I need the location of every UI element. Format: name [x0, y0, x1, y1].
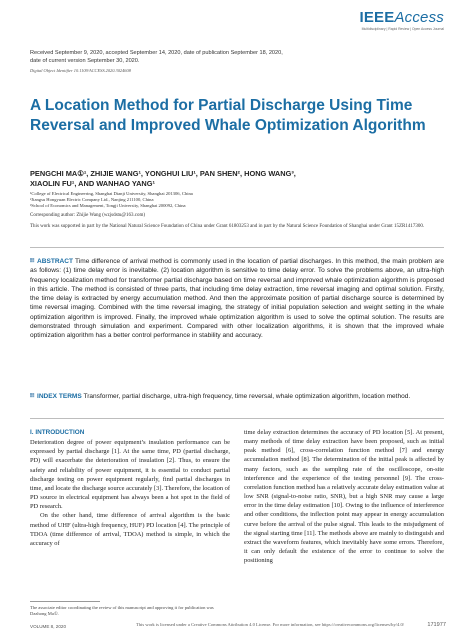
intro-paragraph-2: On the other hand, time difference of arrival algorithm is the basic method of UHF (ultra-high frequency, HUF) PD location [4]. The principle of TDOA (time difference of arrival, TDOA) method is simple, in which the accuracy of [30, 512, 230, 547]
funding-statement: This work was supported in part by the National Natural Science Foundation of China under Grant 61803253 and in part by the Natural Science Foundation of Shanghai under Grant 15ZR1417300. [30, 224, 425, 229]
affiliation-3: ³School of Economics and Management, Tongji University, Shanghai 200092, China [30, 203, 186, 208]
editor-footnote: The associate editor coordinating the review of this manuscript and approving it for publication was Dazhong Ma①. [30, 605, 214, 617]
journal-logo [359, 9, 444, 31]
abstract-heading: ABSTRACT [37, 258, 74, 265]
index-terms-text: Transformer, partial discharge, ultra-high frequency, time reversal, whale optimization algorithm, location method. [83, 393, 411, 400]
affiliation-1: ¹College of Electrical Engineering, Shanghai Dianji University, Shanghai 201306, China [30, 191, 193, 196]
abstract [30, 257, 444, 340]
intro-paragraph-continued: time delay extraction determines the accuracy of PD location [5]. At present, many methods of time delay extraction have been proposed, such as initial peak method [6], cross-correlation function method [7] and energy accumulation method [8]. The determination of the initial peak is affected by many factors, such as the sampling rate of the oscilloscope, on-site interference and the experience of the testing personnel [9]. The cross-correlation function method has a relatively accurate delay estimation value at low SNR (signal-to-noise ratio, SNR), but a high SNR may cause a large error in the time delay estimation [10]. Owing to the influence of interference and other conditions, the inflection point may appear in energy accumulation curve before the arrival of the pulse signal. This leads to the misjudgment of the signal starting time [11]. The methods above are mainly to distinguish and extract the waveform features, which inevitably have some errors. Therefore, it can only default the existence of the error to continue to solve the positioning [244, 429, 444, 565]
bullet-squares-icon [30, 258, 34, 262]
doi-line: Digital Object Identifier 10.1109/ACCESS.2020.3024608 [30, 68, 131, 73]
column-left [30, 428, 230, 548]
divider [30, 418, 444, 419]
index-terms-heading: INDEX TERMS [37, 393, 82, 400]
volume-label: VOLUME 8, 2020 [30, 624, 67, 629]
section-heading: I. INTRODUCTION [30, 429, 85, 436]
page-number: 171977 [427, 622, 446, 628]
paper-title: A Location Method for Partial Discharge Using Time Reversal and Improved Whale Optimization Algorithm [30, 97, 426, 134]
license-notice: This work is licensed under a Creative Commons Attribution 4.0 License. For more information, see https://creativecommons.org/licenses/by/4.0/ [135, 622, 405, 627]
index-terms [30, 392, 444, 401]
intro-paragraph-1: Deterioration degree of power equipment’s insulation performance can be expressed by partial discharge [1]. At the same time, PD (partial discharge, PD) will exacerbate the deterioration of insulation [2]. Thus, to ensure the safety and reliability of power equipment, it is essential to conduct partial discharge testing on power equipment regularly, find partial discharges in time, and locate the discharge source accurately [3]. Therefore, the location of PD source in electrical equipment has always been a hot spot in the field of PD research. [30, 439, 230, 511]
column-right [244, 428, 444, 565]
footnote-divider [30, 601, 100, 602]
author-list: PENGCHI MA①¹, ZHIJIE WANG¹, YONGHUI LIU¹, PAN SHEN², HONG WANG³, XIAOLIN FU¹, AND WANHAO YANG¹ [30, 169, 296, 188]
journal-tagline: Multidisciplinary | Rapid Review | Open Access Journal [361, 27, 444, 31]
abstract-text: Time difference of arrival method is commonly used in the location of partial discharges. In this method, the main problem are as follows: (1) time delay error is inevitable. (2) location algorithm is sensitive to time delay error. To solve the problems above, an ultra-high frequency localization method for transformer partial discharge based on time reversal and improved whale optimization algorithm is proposed in this article. The method is consisted of three parts, that including time delay extraction, time reversal imaging and optimal solution. Firstly, the time delay is extracted by energy accumulation method. And then the approximate position of partial discharge source is determined by time reversal imaging. Combined with the time reversal imaging, the strategy of initial population selection and weight setting in the whale optimization algorithm is improved. Finally, the improved whale optimization algorithm is used to solve the optimal solution. The results are demonstrated through simulation and experiment. Compared with other localization algorithms, it is shown that the improved whale optimization algorithm has a better control performance in stability and accuracy. [30, 258, 444, 339]
journal-logo-wordmark: IEEEAccess [359, 9, 444, 26]
corresponding-author: Corresponding author: Zhijie Wang (wzjsdstu@163.com) [30, 213, 146, 218]
affiliations [30, 191, 410, 209]
affiliation-2: ²Jiangsu Hongyuan Electric Company Ltd., Nanjing 211100, China [30, 197, 154, 202]
divider [30, 247, 444, 248]
publication-dates: Received September 9, 2020, accepted September 14, 2020, date of publication September 18, 2020, date of current version September 30, 2020. [30, 50, 283, 64]
bullet-squares-icon [30, 393, 34, 397]
